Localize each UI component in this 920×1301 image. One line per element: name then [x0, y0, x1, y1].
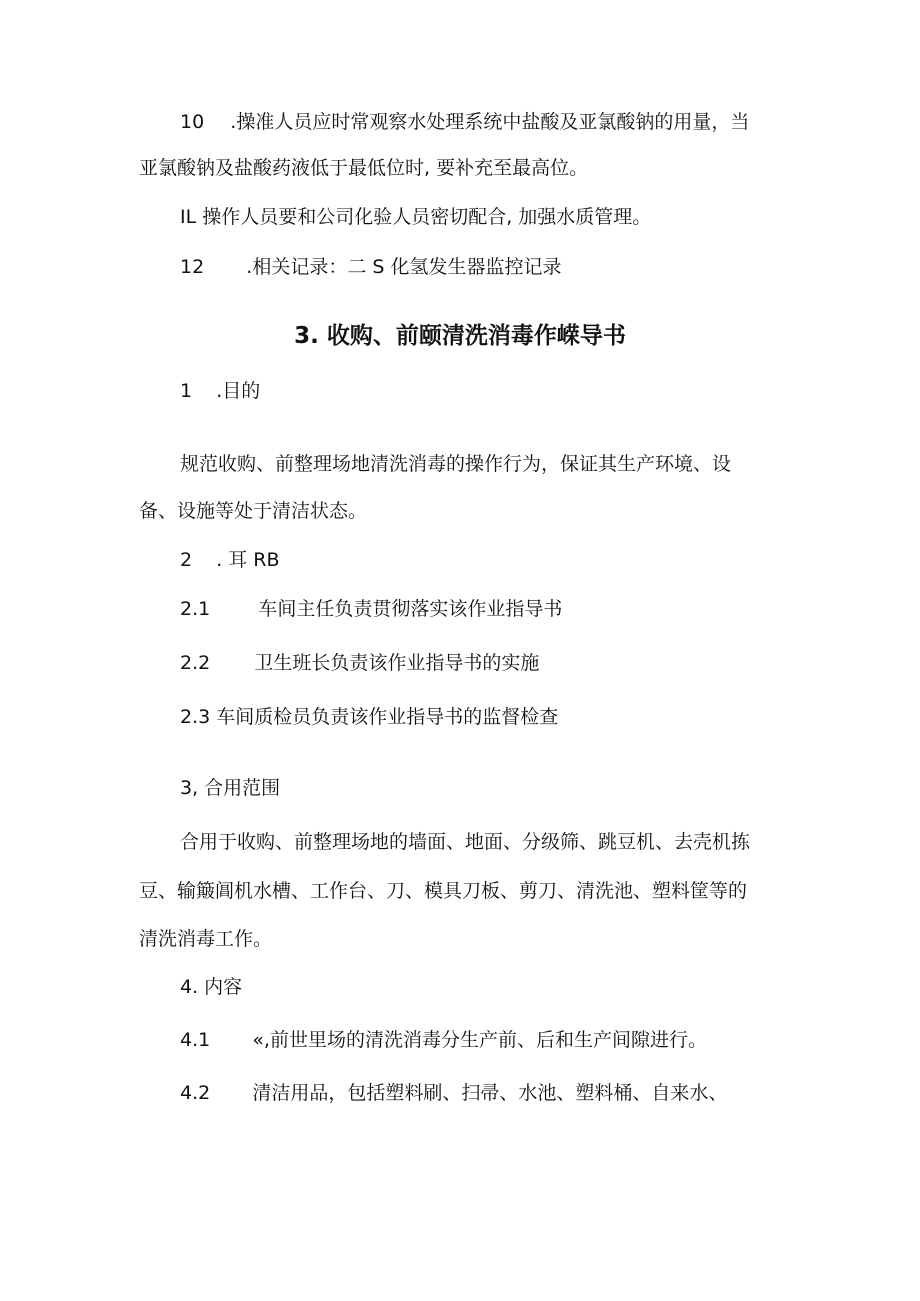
section-3-body-line2: 豆、输簸阊机水槽、工作台、刀、模具刀板、剪刀、清洗池、塑料筐等的: [139, 880, 748, 902]
item-10-line1: [180, 110, 749, 134]
section-2-heading: [180, 548, 280, 572]
section-3-heading: 3, 合用范围: [180, 777, 281, 799]
section-2-number: 2: [180, 549, 193, 571]
section-1-number: 1: [180, 380, 193, 402]
section-2-2-text: 卫生班长负责该作业指导书的实施: [254, 652, 540, 674]
section-3-body-line3: 清洗消毒工作。: [139, 928, 273, 950]
section-1-title: .目的: [216, 380, 261, 402]
section-2-1-number: 2.1: [180, 598, 211, 620]
section-2-1-text: 车间主任负责贯彻落实该作业指导书: [258, 598, 563, 620]
document-title: 3. 收购、前颐清洗消毒作嵘导书: [294, 323, 626, 349]
section-4-2-number: 4.2: [180, 1082, 211, 1104]
section-4-1-text: «,前世里场的清洗消毒分生产前、后和生产间隙进行。: [252, 1029, 707, 1051]
item-11: IL 操作人员要和公司化验人员密切配合, 加强水质管理。: [180, 206, 652, 228]
section-1-body-line1: 规范收购、前整理场地清洗消毒的操作行为，保证其生产环境、设: [180, 453, 732, 475]
section-2-2: [180, 651, 539, 675]
section-2-2-number: 2.2: [180, 652, 211, 674]
section-4-1-number: 4.1: [180, 1029, 211, 1051]
item-10-line2: 亚氯酸钠及盐酸药液低于最低位时, 要补充至最高位。: [139, 157, 589, 179]
item-10-number: 10: [180, 111, 205, 133]
item-12-text: .相关记录：二 S 化氢发生器监控记录: [246, 256, 562, 278]
section-4-2-text: 清洁用品，包括塑料刷、扫帚、水池、塑料桶、自来水、: [252, 1082, 728, 1104]
item-12-number: 12: [180, 256, 205, 278]
item-12: [180, 255, 561, 279]
section-4-heading: 4. 内容: [180, 976, 243, 998]
section-1-heading: [180, 379, 260, 403]
section-2-title: . 耳 RB: [216, 549, 280, 571]
section-1-body-line2: 备、设施等处于清洁状态。: [139, 500, 368, 522]
item-10-text-line1: .操准人员应时常观察水处理系统中盐酸及亚氯酸钠的用量，当: [230, 111, 750, 133]
section-3-body-line1: 合用于收购、前整理场地的墙面、地面、分级筛、跳豆机、去壳机拣: [180, 831, 751, 853]
section-4-1: [180, 1028, 707, 1052]
section-2-3: 2.3 车间质检员负责该作业指导书的监督检查: [180, 706, 559, 728]
section-4-2: [180, 1081, 727, 1105]
section-2-1: [180, 597, 562, 621]
